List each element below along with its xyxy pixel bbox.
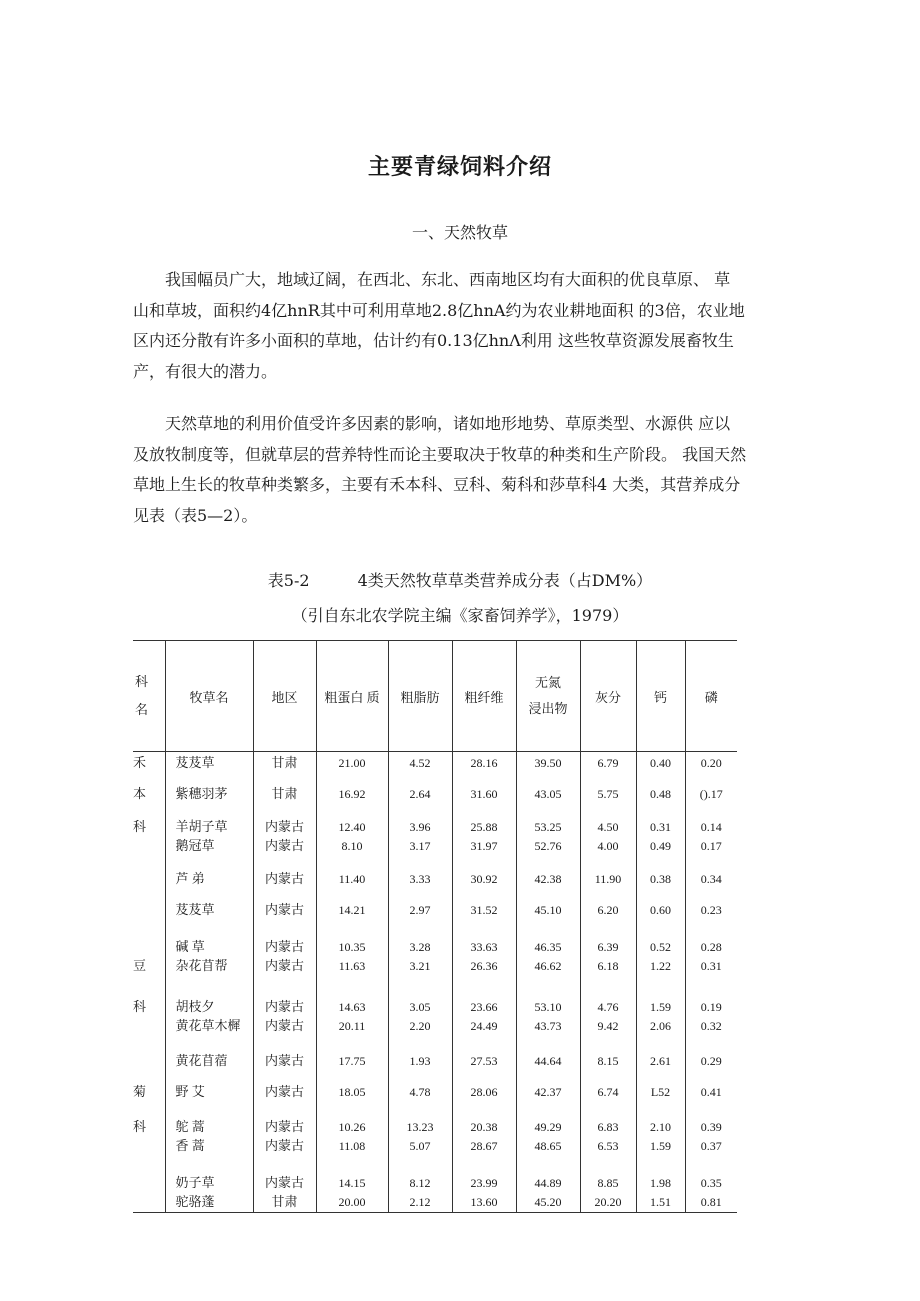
cell-region: 内蒙古 [253, 996, 316, 1015]
cell-fat: 3.96 [388, 816, 452, 835]
cell-family [133, 936, 165, 955]
cell-fiber: 23.99 [452, 1172, 516, 1191]
cell-protein: 17.75 [316, 1050, 388, 1081]
cell-protein: 21.00 [316, 752, 388, 784]
cell-protein: 20.00 [316, 1191, 388, 1213]
cell-nfe: 45.20 [516, 1191, 580, 1213]
cell-family: 科 [133, 1119, 147, 1134]
table-row [133, 1135, 737, 1172]
table-row [133, 868, 737, 899]
cell-fat: 8.12 [388, 1172, 452, 1191]
cell-nfe: 46.35 [516, 936, 580, 955]
cell-fat: 3.05 [388, 996, 452, 1015]
cell-family [133, 1050, 165, 1081]
cell-fiber: 28.06 [452, 1081, 516, 1116]
cell-ash: 9.42 [580, 1015, 636, 1050]
cell-fat: 3.33 [388, 868, 452, 899]
cell-protein: 14.15 [316, 1172, 388, 1191]
cell-fiber: 31.60 [452, 783, 516, 816]
cell-ash: 4.50 [580, 816, 636, 835]
cell-fat: 5.07 [388, 1135, 452, 1172]
cell-family [133, 868, 165, 899]
cell-protein: 11.40 [316, 868, 388, 899]
cell-calcium: 0.48 [636, 783, 685, 816]
table-title: 4类天然牧草草类营养成分表（占DM%） [357, 571, 653, 590]
nutrition-table [133, 640, 737, 1213]
cell-ash: 20.20 [580, 1191, 636, 1213]
cell-family [133, 1172, 165, 1191]
paragraph-line: 我国幅员广大，地域辽阔，在西北、东北、西南地区均有大面积的优良草原、 草 [165, 270, 731, 289]
cell-protein: 10.26 [316, 1116, 388, 1135]
cell-family: 科 [133, 999, 147, 1014]
cell-fiber: 27.53 [452, 1050, 516, 1081]
cell-protein: 20.11 [316, 1015, 388, 1050]
header-region: 地区 [253, 641, 316, 752]
cell-phosphorus: 0.37 [685, 1135, 737, 1172]
table-row [133, 1191, 737, 1213]
cell-name: 胡枝夕 [165, 996, 253, 1015]
cell-family: 豆 [133, 958, 147, 973]
table-row [133, 1015, 737, 1050]
cell-fiber: 20.38 [452, 1116, 516, 1135]
cell-family [133, 835, 165, 868]
cell-family: 菊 [133, 1084, 147, 1099]
cell-ash: 6.53 [580, 1135, 636, 1172]
paragraph-line: 产，有很大的潜力。 [133, 361, 278, 381]
cell-fat: 2.12 [388, 1191, 452, 1213]
cell-ash: 4.76 [580, 996, 636, 1015]
cell-region: 内蒙古 [253, 1081, 316, 1116]
cell-nfe: 39.50 [516, 752, 580, 784]
cell-nfe: 43.05 [516, 783, 580, 816]
cell-name: 鹅冠草 [165, 835, 253, 868]
cell-ash: 6.79 [580, 752, 636, 784]
cell-nfe: 45.10 [516, 899, 580, 936]
paragraph-line: 山和草坡，面积约4亿hnR其中可利用草地2.8亿hnA约为农业耕地面积 的3倍，农业地 [133, 300, 745, 320]
cell-fat: 4.78 [388, 1081, 452, 1116]
cell-phosphorus: 0.32 [685, 1015, 737, 1050]
cell-phosphorus: 0.81 [685, 1191, 737, 1213]
cell-region: 内蒙古 [253, 1135, 316, 1172]
header-ash: 灰分 [580, 641, 636, 752]
cell-family: 本 [133, 786, 147, 801]
cell-ash: 11.90 [580, 868, 636, 899]
cell-calcium: 0.60 [636, 899, 685, 936]
header-phosphorus: 磷 [685, 641, 737, 752]
cell-phosphorus: 0.28 [685, 936, 737, 955]
section-heading: 一、天然牧草 [411, 223, 508, 242]
cell-nfe: 43.73 [516, 1015, 580, 1050]
table-row [133, 1172, 737, 1191]
table-row [133, 1081, 737, 1116]
cell-fiber: 30.92 [452, 868, 516, 899]
cell-family [133, 899, 165, 936]
cell-fat: 3.28 [388, 936, 452, 955]
cell-fat: 4.52 [388, 752, 452, 784]
cell-calcium: 2.10 [636, 1116, 685, 1135]
cell-calcium: 0.52 [636, 936, 685, 955]
cell-name: 黄花草木樨 [165, 1015, 253, 1050]
cell-calcium: 0.38 [636, 868, 685, 899]
cell-protein: 8.10 [316, 835, 388, 868]
cell-calcium: 0.31 [636, 816, 685, 835]
cell-ash: 4.00 [580, 835, 636, 868]
cell-family: 禾 [133, 755, 147, 770]
table-row [133, 816, 737, 835]
cell-protein: 18.05 [316, 1081, 388, 1116]
cell-family [133, 1135, 165, 1172]
cell-ash: 6.18 [580, 955, 636, 996]
table-row [133, 899, 737, 936]
cell-region: 内蒙古 [253, 899, 316, 936]
header-family: 科名 [133, 641, 165, 752]
cell-name: 黄花苜蓿 [165, 1050, 253, 1081]
header-protein: 粗蛋白 质 [316, 641, 388, 752]
cell-name: 羊胡子草 [165, 816, 253, 835]
table-number: 表5-2 [267, 571, 310, 590]
paragraph-line: 天然草地的利用价值受许多因素的影响，诸如地形地势、草原类型、水源供 应以 [165, 414, 731, 433]
cell-region: 内蒙古 [253, 1015, 316, 1050]
cell-region: 内蒙古 [253, 936, 316, 955]
cell-region: 甘肃 [253, 1191, 316, 1213]
cell-phosphorus: 0.41 [685, 1081, 737, 1116]
table-source: （引自东北农学院主编《家畜饲养学》，1979） [291, 606, 629, 625]
cell-name: 香 蒿 [165, 1135, 253, 1172]
cell-ash: 8.85 [580, 1172, 636, 1191]
paragraph-line: 区内还分散有许多小面积的草地，估计约有0.13亿hnΛ利用 这些牧草资源发展畜牧生 [133, 331, 734, 350]
cell-fiber: 25.88 [452, 816, 516, 835]
cell-name: 芦 弟 [165, 868, 253, 899]
table-header-row [133, 641, 737, 752]
table-row [133, 1050, 737, 1081]
cell-phosphorus: 0.20 [685, 752, 737, 784]
header-fiber: 粗纤维 [452, 641, 516, 752]
cell-phosphorus: 0.39 [685, 1116, 737, 1135]
cell-fiber: 31.97 [452, 835, 516, 868]
cell-calcium: 2.61 [636, 1050, 685, 1081]
paragraph-1 [133, 265, 793, 387]
paragraph-line: 草地上生长的牧草种类繁多，主要有禾本科、豆科、菊科和莎草科4 大类，其营养成分 [133, 475, 741, 494]
paragraph-line: 及放牧制度等，但就草层的营养特性而论主要取决于牧草的种类和生产阶段。 我国天然 [133, 444, 747, 464]
cell-phosphorus: 0.34 [685, 868, 737, 899]
cell-region: 内蒙古 [253, 868, 316, 899]
cell-name: 芨芨草 [165, 752, 253, 784]
cell-protein: 12.40 [316, 816, 388, 835]
cell-calcium: 1.59 [636, 1135, 685, 1172]
cell-region: 内蒙古 [253, 816, 316, 835]
cell-name: 碱 草 [165, 936, 253, 955]
cell-calcium: 2.06 [636, 1015, 685, 1050]
cell-nfe: 53.10 [516, 996, 580, 1015]
cell-protein: 10.35 [316, 936, 388, 955]
cell-nfe: 48.65 [516, 1135, 580, 1172]
cell-phosphorus: 0.17 [685, 835, 737, 868]
table-body [133, 752, 737, 1213]
cell-fat: 2.64 [388, 783, 452, 816]
cell-fiber: 28.16 [452, 752, 516, 784]
cell-region: 甘肃 [253, 783, 316, 816]
table-row [133, 752, 737, 784]
cell-phosphorus: 0.29 [685, 1050, 737, 1081]
cell-fat: 1.93 [388, 1050, 452, 1081]
cell-calcium: 1.51 [636, 1191, 685, 1213]
cell-name: 紫穗羽茅 [165, 783, 253, 816]
table-row [133, 996, 737, 1015]
cell-region: 内蒙古 [253, 955, 316, 996]
header-name: 牧草名 [165, 641, 253, 752]
cell-fat: 2.20 [388, 1015, 452, 1050]
cell-family [133, 1191, 165, 1213]
cell-fat: 3.21 [388, 955, 452, 996]
table-caption [0, 568, 920, 591]
cell-ash: 6.74 [580, 1081, 636, 1116]
cell-protein: 11.63 [316, 955, 388, 996]
cell-region: 内蒙古 [253, 1050, 316, 1081]
cell-nfe: 44.89 [516, 1172, 580, 1191]
cell-calcium: 0.40 [636, 752, 685, 784]
cell-name: 杂花苜帮 [165, 955, 253, 996]
header-nfe: 无氮 浸出物 [516, 641, 580, 752]
cell-phosphorus: 0.31 [685, 955, 737, 996]
cell-fiber: 31.52 [452, 899, 516, 936]
cell-fiber: 23.66 [452, 996, 516, 1015]
cell-family [133, 1015, 165, 1050]
cell-phosphorus: 0.19 [685, 996, 737, 1015]
cell-protein: 14.63 [316, 996, 388, 1015]
table-row [133, 1116, 737, 1135]
cell-name: 鸵 蒿 [165, 1116, 253, 1135]
cell-region: 内蒙古 [253, 1172, 316, 1191]
header-fat: 粗脂肪 [388, 641, 452, 752]
cell-fiber: 24.49 [452, 1015, 516, 1050]
cell-nfe: 49.29 [516, 1116, 580, 1135]
cell-protein: 16.92 [316, 783, 388, 816]
cell-phosphorus: ().17 [685, 783, 737, 816]
cell-ash: 6.39 [580, 936, 636, 955]
page-title: 主要青绿饲料介绍 [367, 155, 552, 180]
cell-name: 芨芨草 [165, 899, 253, 936]
cell-fat: 2.97 [388, 899, 452, 936]
cell-nfe: 42.38 [516, 868, 580, 899]
cell-ash: 8.15 [580, 1050, 636, 1081]
cell-region: 甘肃 [253, 752, 316, 784]
cell-name: 野 艾 [165, 1081, 253, 1116]
table-row [133, 835, 737, 868]
cell-calcium: 1.98 [636, 1172, 685, 1191]
cell-phosphorus: 0.23 [685, 899, 737, 936]
paragraph-2 [133, 409, 793, 531]
cell-calcium: 0.49 [636, 835, 685, 868]
cell-fiber: 33.63 [452, 936, 516, 955]
cell-region: 内蒙古 [253, 835, 316, 868]
cell-nfe: 46.62 [516, 955, 580, 996]
cell-fiber: 26.36 [452, 955, 516, 996]
cell-phosphorus: 0.14 [685, 816, 737, 835]
cell-ash: 6.83 [580, 1116, 636, 1135]
cell-protein: 14.21 [316, 899, 388, 936]
cell-phosphorus: 0.35 [685, 1172, 737, 1191]
cell-protein: 11.08 [316, 1135, 388, 1172]
cell-ash: 5.75 [580, 783, 636, 816]
paragraph-line: 见表（表5—2）。 [133, 505, 258, 525]
cell-fat: 3.17 [388, 835, 452, 868]
cell-nfe: 44.64 [516, 1050, 580, 1081]
header-calcium: 钙 [636, 641, 685, 752]
table-row [133, 955, 737, 996]
cell-fat: 13.23 [388, 1116, 452, 1135]
cell-calcium: L52 [636, 1081, 685, 1116]
cell-fiber: 13.60 [452, 1191, 516, 1213]
cell-fiber: 28.67 [452, 1135, 516, 1172]
table-row [133, 936, 737, 955]
cell-name: 奶子草 [165, 1172, 253, 1191]
cell-region: 内蒙古 [253, 1116, 316, 1135]
cell-calcium: 1.22 [636, 955, 685, 996]
cell-family: 科 [133, 819, 147, 834]
cell-nfe: 42.37 [516, 1081, 580, 1116]
cell-calcium: 1.59 [636, 996, 685, 1015]
cell-nfe: 53.25 [516, 816, 580, 835]
cell-name: 驼骆蓬 [165, 1191, 253, 1213]
table-row [133, 783, 737, 816]
cell-nfe: 52.76 [516, 835, 580, 868]
cell-ash: 6.20 [580, 899, 636, 936]
